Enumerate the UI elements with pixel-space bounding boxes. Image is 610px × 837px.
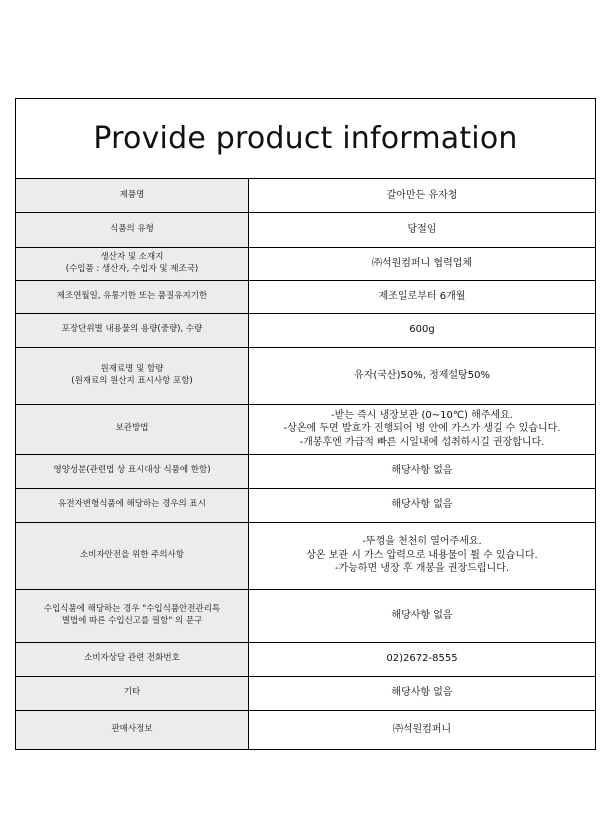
row-value-line: 해당사항 없음	[391, 499, 453, 511]
row-label	[16, 642, 249, 676]
row-label-line: (수입품 : 생산자, 수입자 및 제조국)	[65, 263, 199, 274]
info-row	[16, 247, 595, 280]
row-label	[16, 179, 249, 212]
row-value	[249, 710, 596, 749]
row-value-line: 해당사항 없음	[391, 687, 453, 699]
row-value	[249, 179, 596, 212]
row-label	[16, 247, 249, 280]
row-value-line: 유자(국산)50%, 정제설탕50%	[354, 369, 490, 381]
title-header	[16, 99, 595, 179]
row-label-line: 소비자안전을 위한 주의사항	[80, 549, 184, 560]
row-label	[16, 710, 249, 749]
row-value	[249, 676, 596, 710]
row-label	[16, 488, 249, 522]
row-value	[249, 454, 596, 488]
row-value-line: -받는 즉시 냉장보관 (0~10℃) 해주세요.	[331, 409, 513, 421]
row-value-line: -가능하면 냉장 후 개봉을 권장드립니다.	[334, 563, 510, 575]
row-value-line: ㈜석원컴퍼니 협력업체	[371, 257, 473, 269]
row-label-line: 생산자 및 소재지	[100, 252, 164, 263]
info-row	[16, 179, 595, 212]
row-value	[249, 247, 596, 280]
info-row	[16, 642, 595, 676]
info-row	[16, 522, 595, 589]
row-label	[16, 212, 249, 247]
info-row	[16, 454, 595, 488]
info-row	[16, 676, 595, 710]
row-value-line: 제조일로부터 6개월	[378, 290, 466, 302]
row-label-line: 제품명	[119, 189, 145, 200]
row-label	[16, 313, 249, 347]
row-value	[249, 280, 596, 313]
row-value-line: -뚜껑을 천천히 열어주세요.	[362, 536, 482, 548]
row-value-line: 상온 보관 시 가스 압력으로 내용물이 튈 수 있습니다.	[306, 549, 538, 561]
row-label	[16, 522, 249, 589]
row-label-line: 별법에 따른 수입신고를 필함" 의 문구	[61, 615, 203, 626]
info-row	[16, 404, 595, 454]
product-info-table	[16, 179, 595, 749]
row-value	[249, 522, 596, 589]
row-value	[249, 347, 596, 404]
info-row	[16, 710, 595, 749]
row-label-line: 수입식품에 해당하는 경우 "수입식품안전관리특	[43, 604, 221, 615]
row-value	[249, 488, 596, 522]
info-row	[16, 488, 595, 522]
row-value-line: 당절임	[407, 223, 437, 235]
product-info-sheet	[15, 98, 596, 750]
info-row	[16, 280, 595, 313]
page-title: Provide product information	[93, 121, 518, 156]
row-label-line: 제조연월일, 유통기한 또는 품질유지기한	[56, 290, 208, 301]
row-label	[16, 280, 249, 313]
row-value-line: 02)2672-8555	[386, 653, 458, 665]
row-value-line: ㈜석원컴퍼니	[392, 724, 452, 735]
row-value-line: -개봉후엔 가급적 빠른 시일내에 섭취하시길 권장합니다.	[299, 436, 545, 448]
row-value	[249, 642, 596, 676]
info-row	[16, 212, 595, 247]
row-label	[16, 404, 249, 454]
row-value-line: 해당사항 없음	[391, 465, 453, 477]
row-value-line: 600g	[409, 324, 435, 336]
row-value	[249, 404, 596, 454]
row-label	[16, 589, 249, 642]
row-value-line: 갈아만든 유자청	[386, 189, 458, 201]
row-label	[16, 454, 249, 488]
row-label-line: 판매사정보	[111, 724, 153, 735]
row-label-line: 원재료명 및 함량	[100, 364, 164, 375]
row-label	[16, 347, 249, 404]
row-label-line: 식품의 유형	[110, 223, 154, 234]
row-label-line: 유전자변형식품에 해당하는 경우의 표시	[58, 499, 206, 510]
info-row	[16, 347, 595, 404]
row-value-line: -상온에 두면 발효가 진행되어 병 안에 가스가 생길 수 있습니다.	[283, 423, 561, 435]
row-label-line: 기타	[123, 687, 141, 698]
info-row	[16, 313, 595, 347]
row-value	[249, 313, 596, 347]
row-label	[16, 676, 249, 710]
row-label-line: 소비자상담 관련 전화번호	[84, 653, 180, 664]
row-value	[249, 212, 596, 247]
row-label-line: 보관방법	[115, 423, 149, 434]
row-label-line: 포장단위별 내용물의 용량(중량), 수량	[61, 324, 203, 335]
info-row	[16, 589, 595, 642]
row-label-line: 영양성분(관련법 상 표시대상 식품에 한함)	[53, 465, 211, 476]
row-value	[249, 589, 596, 642]
row-label-line: (원재료의 원산지 표시사항 포함)	[71, 375, 193, 386]
row-value-line: 해당사항 없음	[391, 609, 453, 621]
